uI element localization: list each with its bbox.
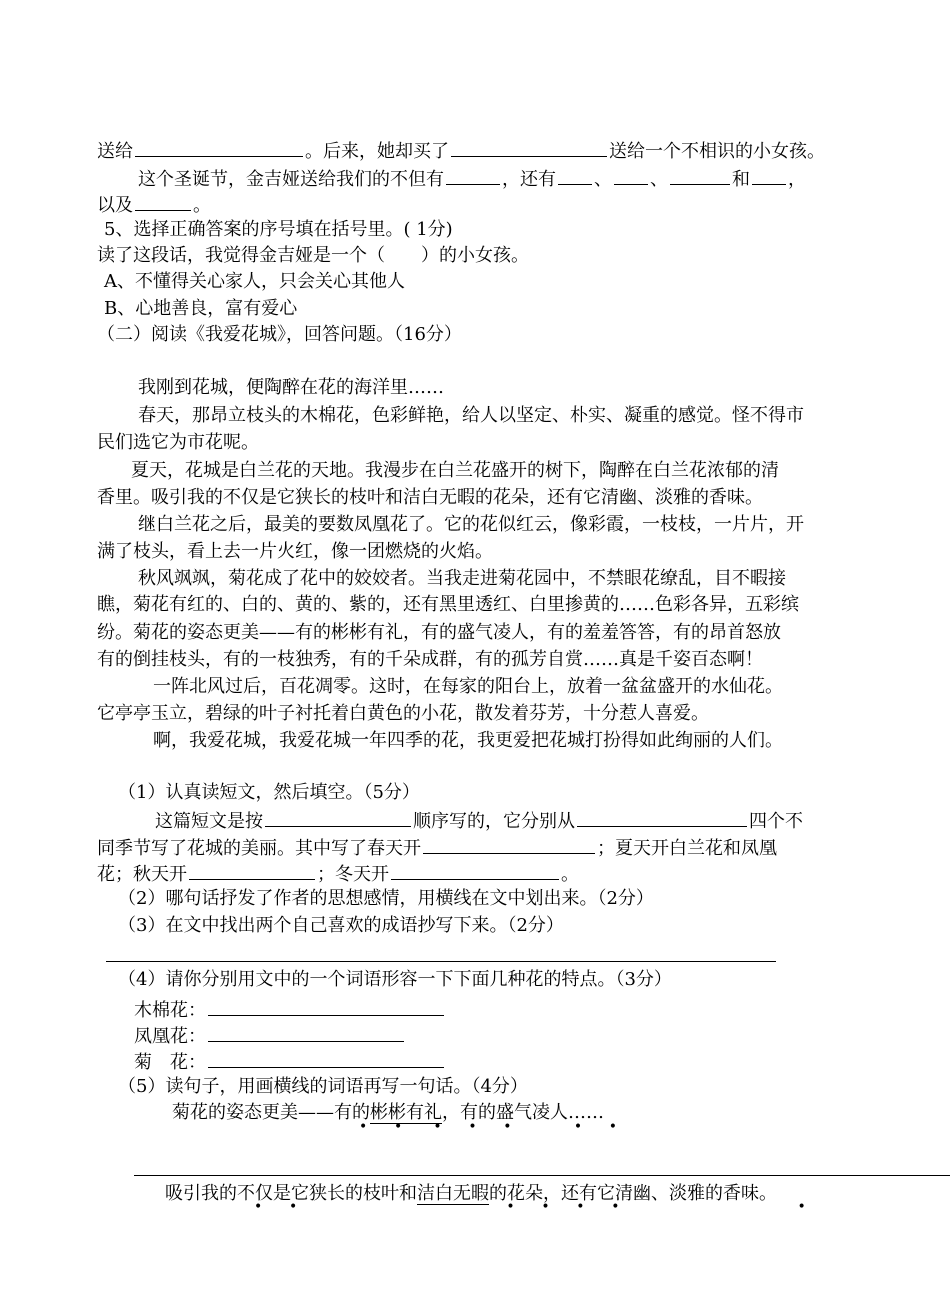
q4-title: （4）请你分别用文中的一个词语形容一下下面几种花的特点。（3分） (118, 969, 672, 990)
text: 、 (594, 169, 612, 190)
text: ， (788, 169, 806, 190)
text: 这篇短文是按 (155, 811, 263, 832)
passage-p3-line1: 夏天，花城是白兰花的天地。我漫步在白兰花盛开的树下，陶醉在白兰花浓郁的清 (131, 460, 779, 481)
text: 送给一个不相识的小女孩。 (609, 141, 825, 162)
answer-blank[interactable] (265, 808, 411, 827)
q5-option-b[interactable]: B、心地善良，富有爱心 (104, 298, 298, 319)
text: 。 (561, 864, 579, 885)
answer-blank[interactable] (423, 835, 595, 854)
passage-p7: 啊，我爱花城，我爱花城一年四季的花，我更爱把花城打扮得如此绚丽的人们。 (153, 730, 783, 751)
flower-label: 木棉花： (134, 1000, 206, 1021)
q5b-answer-line[interactable] (134, 1175, 950, 1176)
answer-blank[interactable] (752, 166, 786, 185)
passage-p4-line2: 满了枝头，看上去一片火红，像一团燃烧的火焰。 (97, 541, 493, 562)
emphasis-dots: • • • • • • • (359, 1119, 618, 1135)
passage-p5-line4: 有的倒挂枝头，有的一枝独秀，有的千朵成群，有的孤芳自赏……真是千姿百态啊！ (97, 649, 763, 670)
section-2-heading: （二）阅读《我爱花城》，回答问题。（16分） (97, 324, 462, 345)
text: 同季节写了花城的美丽。其中写了春天开 (97, 838, 421, 859)
answer-blank[interactable] (208, 1049, 444, 1068)
q3-title: （3）在文中找出两个自己喜欢的成语抄写下来。（2分） (118, 915, 564, 936)
emphasis-dots: • • • • • • • (254, 1199, 806, 1215)
underlined-idiom: 洁白无暇 (417, 1183, 489, 1204)
text: 这个圣诞节，金吉娅送给我们的不但有 (138, 169, 444, 190)
passage-p2-line1: 春天，那昂立枝头的木棉花，色彩鲜艳，给人以坚定、朴实、凝重的感觉。怪不得市 (138, 405, 804, 426)
q1-title: （1）认真读短文，然后填空。（5分） (118, 782, 420, 803)
answer-blank[interactable] (577, 808, 747, 827)
answer-blank[interactable] (391, 861, 559, 880)
text: 、 (650, 169, 668, 190)
passage-p2-line2: 民们选它为市花呢。 (97, 432, 259, 453)
passage-p1: 我刚到花城，便陶醉在花的海洋里…… (138, 377, 444, 398)
text: 送给 (97, 141, 133, 162)
text: 吸引我的不仅是它狭长的枝叶和 (165, 1183, 417, 1204)
text: 花；秋天开 (97, 864, 187, 885)
q5-title: 5、选择正确答案的序号填在括号里。( 1分) (104, 219, 453, 240)
underlined-idiom: 彬彬有礼 (370, 1102, 442, 1123)
text: ；夏天开白兰花和凤凰 (597, 838, 777, 859)
answer-blank[interactable] (451, 138, 607, 157)
q1-line-1 (155, 808, 803, 834)
answer-blank[interactable] (558, 166, 592, 185)
q4-flower-3 (134, 1049, 446, 1075)
text: 。后来，她却买了 (305, 141, 449, 162)
answer-blank[interactable] (189, 861, 315, 880)
text: 顺序写的，它分别从 (413, 811, 575, 832)
answer-blank[interactable] (208, 997, 444, 1016)
q4-flower-2 (134, 1023, 406, 1049)
answer-blank[interactable] (446, 166, 500, 185)
q3-answer-line[interactable] (106, 961, 776, 962)
text: ；冬天开 (317, 864, 389, 885)
text: 四个不 (749, 811, 803, 832)
q4-cont-line-2 (138, 166, 806, 192)
flower-label: 菊 花： (134, 1052, 206, 1073)
passage-p6-line1: 一阵北风过后，百花凋零。这时，在每家的阳台上，放着一盆盆盛开的水仙花。 (153, 676, 783, 697)
passage-p5-line3: 纷。菊花的姿态更美——有的彬彬有礼，有的盛气凌人，有的羞羞答答，有的昂首怒放 (97, 622, 781, 643)
q5-option-a[interactable]: A、不懂得关心家人，只会关心其他人 (104, 271, 405, 292)
text: ，还有 (502, 169, 556, 190)
passage-p4-line1: 继白兰花之后，最美的要数凤凰花了。它的花似红云，像彩霞，一枝枝，一片片，开 (138, 514, 804, 535)
passage-p5-line1: 秋风飒飒，菊花成了花中的姣姣者。当我走进菊花园中，不禁眼花缭乱，目不暇接 (138, 568, 786, 589)
text: 。 (193, 195, 211, 216)
answer-blank[interactable] (135, 192, 191, 211)
text: 和 (732, 169, 750, 190)
flower-label: 凤凰花： (134, 1026, 206, 1047)
q4-flower-1 (134, 997, 446, 1023)
passage-p5-line2: 瞧，菊花有红的、白的、黄的、紫的，还有黑里透红、白里掺黄的……色彩各异，五彩缤 (97, 594, 799, 615)
q1-line-2 (97, 835, 777, 861)
q1-line-3 (97, 861, 579, 887)
text: 以及 (97, 195, 133, 216)
text: 菊花的姿态更美——有的 (172, 1102, 370, 1123)
q2-title: （2）哪句话抒发了作者的思想感情，用横线在文中划出来。（2分） (118, 888, 654, 909)
text: 的花朵，还有它清幽、淡雅的香味。 (489, 1183, 777, 1204)
text: ，有的盛气凌人…… (442, 1102, 604, 1123)
q4-cont-line-1 (97, 138, 825, 164)
q5-stem: 读了这段话，我觉得金吉娅是一个（ ）的小女孩。 (97, 245, 529, 266)
q4-cont-line-3 (97, 192, 211, 218)
answer-blank[interactable] (614, 166, 648, 185)
passage-p6-line2: 它亭亭玉立，碧绿的叶子衬托着白黄色的小花，散发着芬芳，十分惹人喜爱。 (97, 703, 709, 724)
answer-blank[interactable] (670, 166, 730, 185)
answer-blank[interactable] (135, 138, 303, 157)
passage-p3-line2: 香里。吸引我的不仅是它狭长的枝叶和洁白无暇的花朵，还有它清幽、淡雅的香味。 (97, 487, 763, 508)
answer-blank[interactable] (208, 1023, 404, 1042)
q5b-title: （5）读句子，用画横线的词语再写一句话。（4分） (118, 1076, 528, 1097)
